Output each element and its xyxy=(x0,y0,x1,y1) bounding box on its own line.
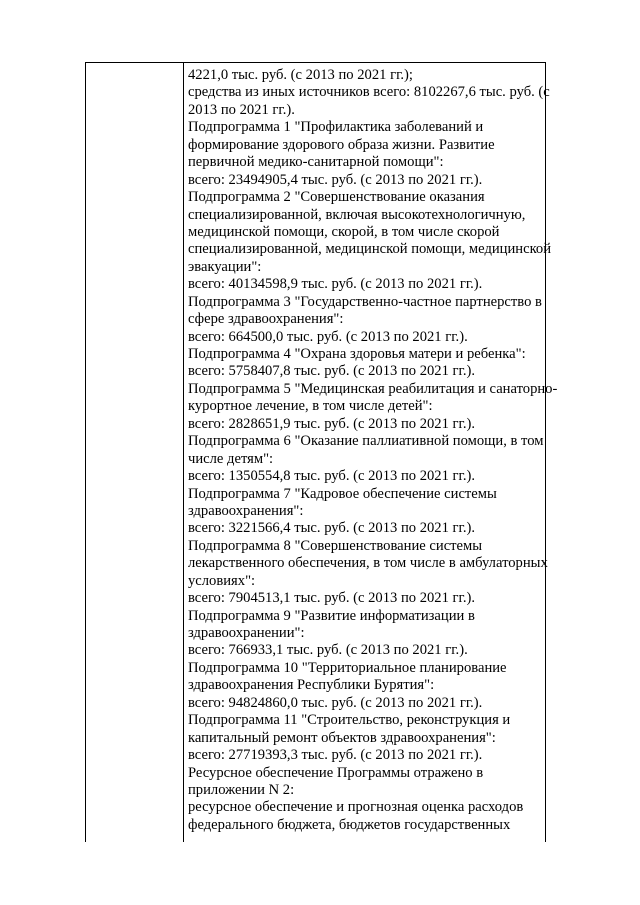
text-line: Подпрограмма 10 "Территориальное планирование xyxy=(188,659,507,676)
text-line: Подпрограмма 6 "Оказание паллиативной помощи, в том xyxy=(188,433,544,450)
text-line: эвакуации": xyxy=(188,258,262,275)
table-cell-text xyxy=(188,67,558,834)
text-line: здравоохранении": xyxy=(188,625,305,641)
text-line: Подпрограмма 8 "Совершенствование системы xyxy=(188,537,483,554)
text-line: лекарственного обеспечения, в том числе в амбулаторных xyxy=(188,555,548,572)
text-line: курортное лечение, в том числе детей": xyxy=(188,398,433,415)
text-line: сфере здравоохранения": xyxy=(188,311,344,328)
text-line: Подпрограмма 3 "Государственно-частное партнерство в xyxy=(188,293,542,310)
text-line: всего: 2828651,9 тыс. руб. (с 2013 по 2021 гг.). xyxy=(188,415,476,432)
text-line: Подпрограмма 9 "Развитие информатизации в xyxy=(188,607,475,624)
text-line: 2013 по 2021 гг.). xyxy=(188,101,295,118)
text-line: числе детям": xyxy=(188,450,274,467)
text-line: Подпрограмма 1 "Профилактика заболеваний и xyxy=(188,119,484,136)
text-line: ресурсное обеспечение и прогнозная оценка расходов xyxy=(188,799,524,816)
text-line: всего: 3221566,4 тыс. руб. (с 2013 по 2021 гг.). xyxy=(188,520,476,537)
text-line: медицинской помощи, скорой, в том числе скорой xyxy=(188,223,500,240)
text-line: федерального бюджета, бюджетов государственных xyxy=(188,816,511,833)
text-line: Подпрограмма 2 "Совершенствование оказания xyxy=(188,189,485,206)
text-line: всего: 5758407,8 тыс. руб. (с 2013 по 2021 гг.). xyxy=(188,363,476,380)
text-line: специализированной, медицинской помощи, медицинской xyxy=(188,241,552,258)
text-line: первичной медико-санитарной помощи": xyxy=(188,154,444,171)
text-line: всего: 1350554,8 тыс. руб. (с 2013 по 2021 гг.). xyxy=(188,468,476,485)
text-line: формирование здорового образа жизни. Развитие xyxy=(188,136,495,153)
text-line: Ресурсное обеспечение Программы отражено в xyxy=(188,764,484,781)
text-line: здравоохранения": xyxy=(188,502,304,519)
text-line: условиях": xyxy=(188,572,256,589)
text-line: всего: 23494905,4 тыс. руб. (с 2013 по 2021 гг.). xyxy=(188,171,483,188)
text-line: специализированной, включая высокотехнологичную, xyxy=(188,206,526,223)
text-line: здравоохранения Республики Бурятия": xyxy=(188,677,435,694)
text-line: всего: 664500,0 тыс. руб. (с 2013 по 2021 гг.). xyxy=(188,328,468,345)
text-line: Подпрограмма 4 "Охрана здоровья матери и ребенка": xyxy=(188,346,526,362)
text-line: всего: 27719393,3 тыс. руб. (с 2013 по 2021 гг.). xyxy=(188,747,483,764)
text-line: всего: 40134598,9 тыс. руб. (с 2013 по 2021 гг.). xyxy=(188,276,483,293)
text-line: Подпрограмма 5 "Медицинская реабилитация и санаторно- xyxy=(188,380,558,397)
text-line: всего: 766933,1 тыс. руб. (с 2013 по 2021 гг.). xyxy=(188,642,468,659)
text-line: Подпрограмма 11 "Строительство, реконструкция и xyxy=(188,712,511,729)
text-line: всего: 94824860,0 тыс. руб. (с 2013 по 2021 гг.). xyxy=(188,694,483,711)
text-line: капитальный ремонт объектов здравоохранения": xyxy=(188,729,496,746)
column-divider xyxy=(183,62,184,842)
text-line: средства из иных источников всего: 8102267,6 тыс. руб. (с xyxy=(188,84,550,101)
text-line: всего: 7904513,1 тыс. руб. (с 2013 по 2021 гг.). xyxy=(188,590,476,607)
text-line: 4221,0 тыс. руб. (с 2013 по 2021 гг.); xyxy=(188,67,413,83)
text-line: Подпрограмма 7 "Кадровое обеспечение системы xyxy=(188,485,497,502)
text-line: приложении N 2: xyxy=(188,781,295,798)
